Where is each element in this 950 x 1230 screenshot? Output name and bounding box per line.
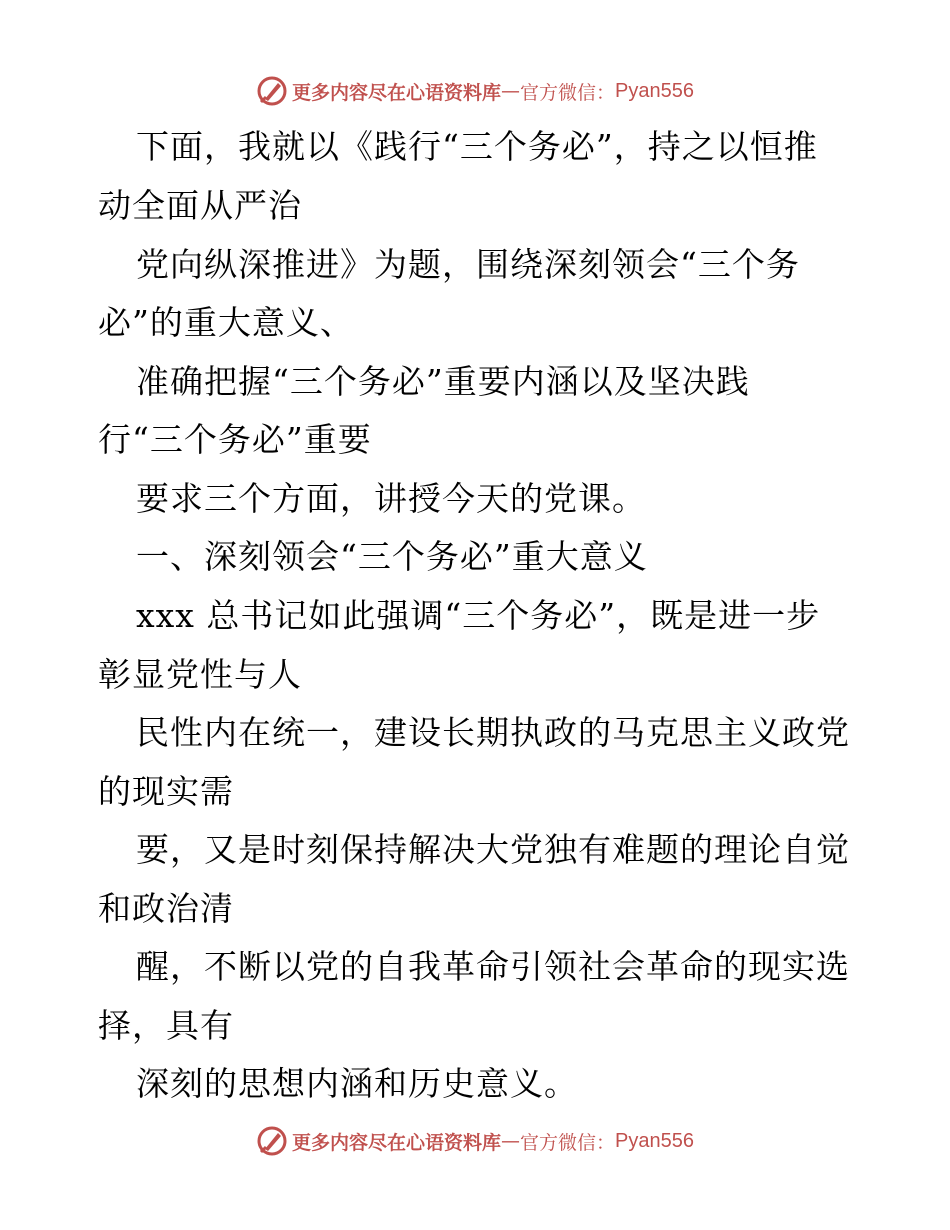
pen-logo-icon <box>256 1125 288 1157</box>
paragraph-line: 醒，不断以党的自我革命引领社会革命的现实选 <box>136 947 850 986</box>
wechat-id: Pyan556 <box>615 79 694 102</box>
paragraph-line: 行“三个务必”重要 <box>98 420 372 459</box>
paragraph-line: 动全面从严治 <box>98 186 302 225</box>
section-heading: 一、深刻领会“三个务必”重大意义 <box>136 537 648 576</box>
paragraph-line: 深刻的思想内涵和历史意义。 <box>136 1064 578 1103</box>
wechat-id: Pyan556 <box>615 1129 694 1152</box>
paragraph-line: 下面，我就以《践行“三个务必”，持之以恒推 <box>136 127 818 166</box>
paragraph-line: 和政治清 <box>98 889 234 928</box>
paragraph-line: 要，又是时刻保持解决大党独有难题的理论自觉 <box>136 830 850 869</box>
separator-dash: — <box>501 80 521 102</box>
pen-logo-icon <box>256 75 288 107</box>
official-wechat-label: 官方微信： <box>520 81 616 104</box>
promo-text: 更多内容尽在心语资料库 <box>292 1131 502 1154</box>
paragraph-line: 准确把握“三个务必”重要内涵以及坚决践 <box>136 362 750 401</box>
paragraph-line: 的现实需 <box>98 772 234 811</box>
footer-banner <box>0 1121 950 1161</box>
paragraph-line: 彰显党性与人 <box>98 655 302 694</box>
official-wechat-label: 官方微信： <box>520 1131 616 1154</box>
paragraph-line: xxx 总书记如此强调“三个务必”，既是进一步 <box>136 596 821 635</box>
paragraph-line: 党向纵深推进》为题，围绕深刻领会“三个务 <box>136 245 800 284</box>
promo-text: 更多内容尽在心语资料库 <box>292 81 502 104</box>
separator-dash: — <box>501 1130 521 1152</box>
header-banner <box>0 71 950 111</box>
paragraph-line: 要求三个方面，讲授今天的党课。 <box>136 479 646 518</box>
paragraph-line: 民性内在统一，建设长期执政的马克思主义政党 <box>136 713 850 752</box>
paragraph-line: 择，具有 <box>98 1006 234 1045</box>
paragraph-line: 必”的重大意义、 <box>98 303 354 342</box>
